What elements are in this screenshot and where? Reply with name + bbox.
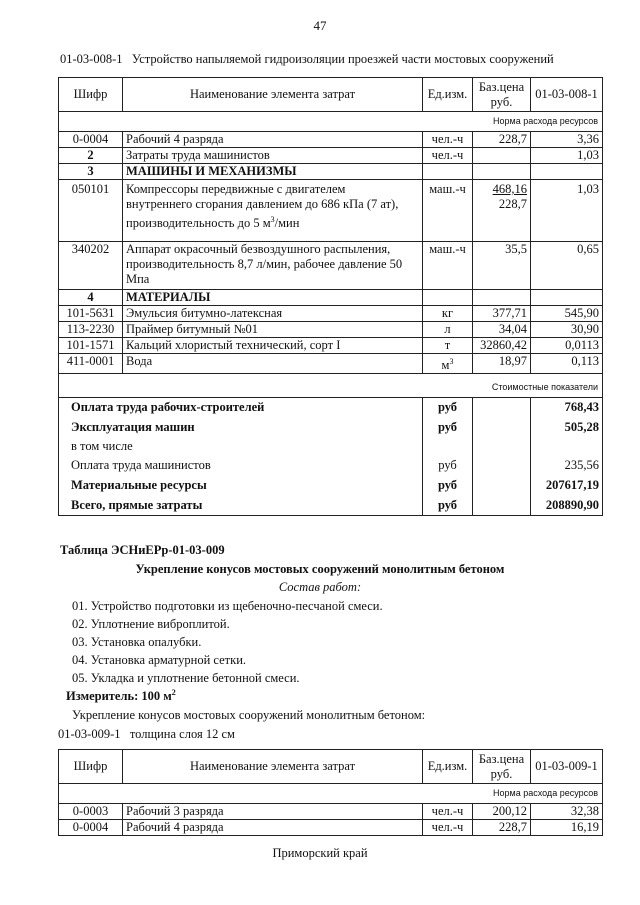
row-code: 411-0001 [59,354,123,374]
row-unit: т [423,338,473,354]
row-code: 101-1571 [59,338,123,354]
row-name-line: Мпа [126,272,150,286]
row-price: 228,7 [473,132,531,148]
works-list [72,597,383,687]
page-number: 47 [313,18,327,33]
table-row [59,306,603,322]
list-item: 01. Устройство подготовки из щебеночно-песчаной смеси. [72,599,383,613]
row-name: Вода [123,354,423,374]
row-norm: 3,36 [531,132,603,148]
row-code: 2 [59,148,123,164]
table2-title: Таблица ЭСНиЕРр-01-03-009 [60,543,225,557]
summary-row [59,418,603,438]
row-name: МАТЕРИАЛЫ [123,290,423,306]
superscript: 3 [449,357,454,366]
row-norm: 0,113 [531,354,603,374]
superscript: 2 [171,688,176,697]
table-row [59,132,603,148]
row-code: 0-0003 [59,804,123,820]
superscript: 3 [270,215,275,224]
header-norm-code: 01-03-008-1 [531,78,603,112]
footer-region: Приморский край [272,846,368,860]
summary-row [59,398,603,418]
summary-value: 768,43 [531,398,603,418]
row-unit: маш.-ч [423,242,473,290]
row-norm: 0,65 [531,242,603,290]
table-row [59,242,603,290]
summary-unit: руб [423,456,473,476]
table-row [59,290,603,306]
meter [66,688,176,704]
row-price: 200,12 [473,804,531,820]
row-price: 34,04 [473,322,531,338]
row-name [123,242,423,290]
header-code: Шифр [59,78,123,112]
row-price [473,180,531,242]
row-name: Праймер битумный №01 [123,322,423,338]
header-name: Наименование элемента затрат [123,750,423,784]
row-norm: 32,38 [531,804,603,820]
row-unit: л [423,322,473,338]
summary-row [59,438,603,456]
row-code: 340202 [59,242,123,290]
header-name: Наименование элемента затрат [123,78,423,112]
composition-label: Состав работ: [278,580,362,594]
header-base-price: Баз.цена руб. [473,750,531,784]
summary-name: Эксплуатация машин [59,418,423,438]
list-item: 03. Установка опалубки. [72,635,202,649]
cost-label: Стоимостные показатели [59,374,603,398]
table-row [59,148,603,164]
meter-label: Измеритель: 100 м [66,689,172,704]
row-price: 228,7 [473,820,531,836]
row-unit: чел.-ч [423,820,473,836]
section1-heading [60,52,554,67]
row-name [123,180,423,242]
summary-name: Оплата труда машинистов [59,456,423,476]
row-name: Кальций хлористый технический, сорт I [123,338,423,354]
row-unit: кг [423,306,473,322]
summary-unit [423,438,473,456]
summary-value: 207617,19 [531,476,603,496]
summary-unit: руб [423,476,473,496]
header-norm-code: 01-03-009-1 [531,750,603,784]
summary-unit: руб [423,398,473,418]
row-name: Эмульсия битумно-латексная [123,306,423,322]
row-code: 3 [59,164,123,180]
list-item: 04. Установка арматурной сетки. [72,653,247,667]
table1-header-row [59,78,603,112]
section2-heading: Укрепление конусов мостовых сооружений монолитным бетоном [135,562,505,576]
row-price: 32860,42 [473,338,531,354]
summary-unit: руб [423,496,473,516]
norm-label: Норма расхода ресурсов [59,112,603,132]
row-unit [423,354,473,374]
table-row [59,322,603,338]
row-name-line [126,212,419,231]
row-price-value: 228,7 [498,197,527,211]
row-name-line: производительность 8,7 л/мин, рабочее давление 50 [126,257,403,271]
row-name: Рабочий 4 разряда [123,820,423,836]
row-name-text: /мин [274,216,300,231]
summary-name: в том числе [59,438,423,456]
section2-description: Укрепление конусов мостовых сооружений монолитным бетоном: [72,708,426,722]
summary-value: 208890,90 [531,496,603,516]
section2-subheading [58,727,235,742]
resource-table-2 [58,749,603,836]
row-code: 113-2230 [59,322,123,338]
resource-table-1 [58,77,603,516]
row-price: 35,5 [473,242,531,290]
section2-code: 01-03-009-1 [58,727,121,741]
row-norm: 0,0113 [531,338,603,354]
row-name: Рабочий 3 разряда [123,804,423,820]
row-unit: чел.-ч [423,148,473,164]
row-name-line: Компрессоры передвижные с двигателем [126,182,346,196]
summary-row [59,496,603,516]
row-price [473,148,531,164]
summary-unit: руб [423,418,473,438]
header-unit: Ед.изм. [423,750,473,784]
summary-value: 505,28 [531,418,603,438]
table-row [59,820,603,836]
row-code: 0-0004 [59,132,123,148]
table-row [59,164,603,180]
header-unit: Ед.изм. [423,78,473,112]
row-name-line: внутреннего сгорания давлением до 686 кПа (7 ат), [126,197,399,211]
row-code: 050101 [59,180,123,242]
row-unit: маш.-ч [423,180,473,242]
row-name-line: Аппарат окрасочный безвоздушного распыления, [126,242,391,256]
section2-subtitle: толщина слоя 12 см [129,727,235,741]
summary-name: Всего, прямые затраты [59,496,423,516]
row-price-value: 468,16 [492,182,527,196]
row-code: 0-0004 [59,820,123,836]
table-row [59,180,603,242]
unit-text: м [441,358,450,373]
summary-name: Материальные ресурсы [59,476,423,496]
table-row [59,804,603,820]
row-name: МАШИНЫ И МЕХАНИЗМЫ [123,164,423,180]
section1-code: 01-03-008-1 [60,52,123,66]
table2-header-row [59,750,603,784]
row-name: Рабочий 4 разряда [123,132,423,148]
row-unit: чел.-ч [423,804,473,820]
norm-label: Норма расхода ресурсов [59,784,603,804]
row-price: 18,97 [473,354,531,374]
row-name: Затраты труда машинистов [123,148,423,164]
list-item: 05. Укладка и уплотнение бетонной смеси. [72,671,300,685]
header-code: Шифр [59,750,123,784]
summary-row [59,476,603,496]
table-row [59,354,603,374]
summary-row [59,456,603,476]
row-norm: 1,03 [531,180,603,242]
row-norm: 545,90 [531,306,603,322]
row-name-text: производительность до 5 м [126,216,271,231]
summary-name: Оплата труда рабочих-строителей [59,398,423,418]
row-price: 377,71 [473,306,531,322]
list-item: 02. Уплотнение виброплитой. [72,617,230,631]
row-norm: 30,90 [531,322,603,338]
header-base-price: Баз.цена руб. [473,78,531,112]
row-norm: 16,19 [531,820,603,836]
summary-value: 235,56 [531,456,603,476]
summary-value [531,438,603,456]
row-code: 101-5631 [59,306,123,322]
section1-title: Устройство напыляемой гидроизоляции проезжей части мостовых сооружений [131,52,554,66]
row-unit: чел.-ч [423,132,473,148]
row-norm: 1,03 [531,148,603,164]
table-row [59,338,603,354]
row-code: 4 [59,290,123,306]
